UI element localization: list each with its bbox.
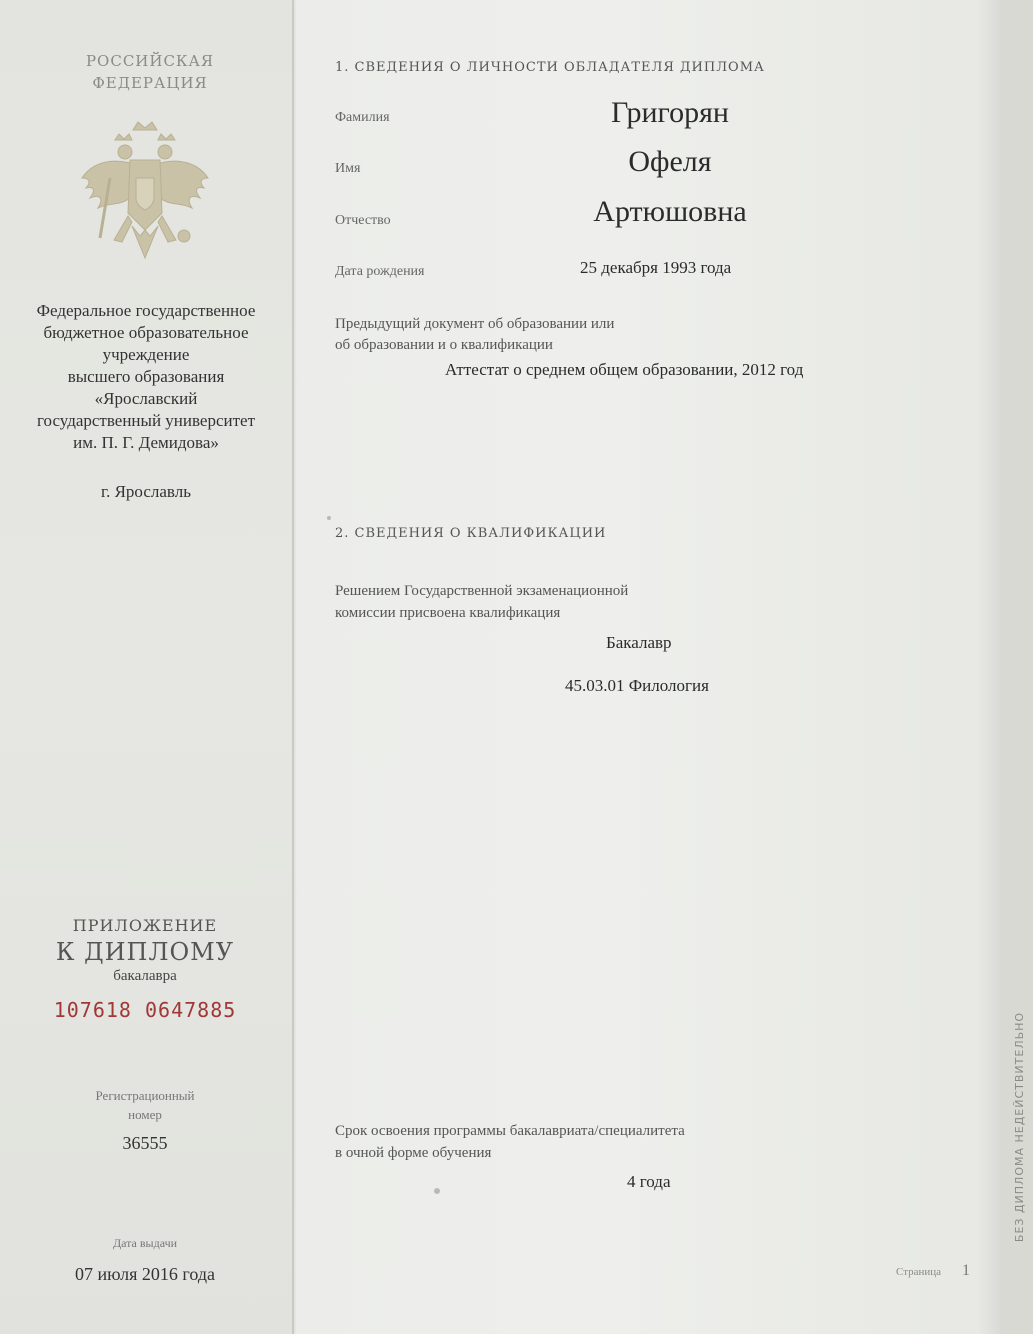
term-label-line1: Срок освоения программы бакалавриата/специалитета — [335, 1123, 685, 1139]
paper-speck — [327, 516, 331, 520]
term-label-line2: в очной форме обучения — [335, 1145, 492, 1161]
reg-number-label-line2: номер — [128, 1107, 162, 1122]
patronymic-value: Артюшовна — [593, 195, 747, 228]
institution-line: бюджетное образовательное — [43, 323, 249, 342]
patronymic-label: Отчество — [335, 213, 391, 228]
section2-title: 2. СВЕДЕНИЯ О КВАЛИФИКАЦИИ — [335, 526, 607, 541]
prev-doc-value: Аттестат о среднем общем образовании, 2012 год — [445, 360, 804, 379]
dob-label: Дата рождения — [335, 264, 425, 279]
institution-line: высшего образования — [67, 367, 225, 386]
appendix-title-line1: ПРИЛОЖЕНИЕ — [72, 916, 218, 935]
surname-value: Григорян — [611, 96, 729, 129]
city: г. Ярославль — [101, 482, 191, 501]
decision-line1: Решением Государственной экзаменационной — [335, 583, 629, 599]
name-label: Имя — [335, 161, 361, 176]
institution-name — [14, 300, 278, 454]
institution-line: государственный университет — [36, 411, 256, 430]
country-name-line1: РОССИЙСКАЯ — [85, 52, 215, 70]
prev-doc-label-line1: Предыдущий документ об образовании или — [335, 316, 615, 332]
issue-date: 07 июля 2016 года — [75, 1264, 215, 1284]
page-number: 1 — [962, 1262, 970, 1279]
serial-number: 107618 0647885 — [53, 998, 237, 1022]
page-label: Страница — [896, 1266, 942, 1278]
institution-line: Федеральное государственное — [36, 301, 256, 320]
paper-speck — [434, 1188, 440, 1194]
issue-date-label: Дата выдачи — [112, 1236, 178, 1250]
institution-line: «Ярославский — [94, 389, 198, 408]
surname-label: Фамилия — [335, 110, 390, 125]
country-name-line2: ФЕДЕРАЦИЯ — [92, 74, 208, 92]
term-value: 4 года — [627, 1172, 671, 1191]
reg-number-label-line1: Регистрационный — [95, 1088, 195, 1103]
fold-line — [292, 0, 294, 1334]
section1-title: 1. СВЕДЕНИЯ О ЛИЧНОСТИ ОБЛАДАТЕЛЯ ДИПЛОМА — [335, 60, 765, 75]
specialty-value: 45.03.01 Филология — [565, 676, 709, 695]
decision-line2: комиссии присвоена квалификация — [335, 605, 561, 621]
appendix-title-line2: К ДИПЛОМУ — [55, 938, 235, 966]
institution-line: учреждение — [102, 345, 190, 364]
validity-note: БЕЗ ДИПЛОМА НЕДЕЙСТВИТЕЛЬНО — [1013, 1011, 1026, 1243]
qualification-value: Бакалавр — [606, 633, 672, 652]
coat-of-arms-icon — [70, 118, 220, 278]
dob-value: 25 декабря 1993 года — [580, 258, 732, 277]
prev-doc-label-line2: об образовании и о квалификации — [335, 337, 553, 353]
appendix-title-line3: бакалавра — [113, 968, 177, 984]
name-value: Офеля — [628, 145, 712, 178]
reg-number: 36555 — [122, 1133, 168, 1153]
right-edge-shadow — [978, 0, 1000, 1334]
institution-line: им. П. Г. Демидова» — [73, 433, 219, 452]
